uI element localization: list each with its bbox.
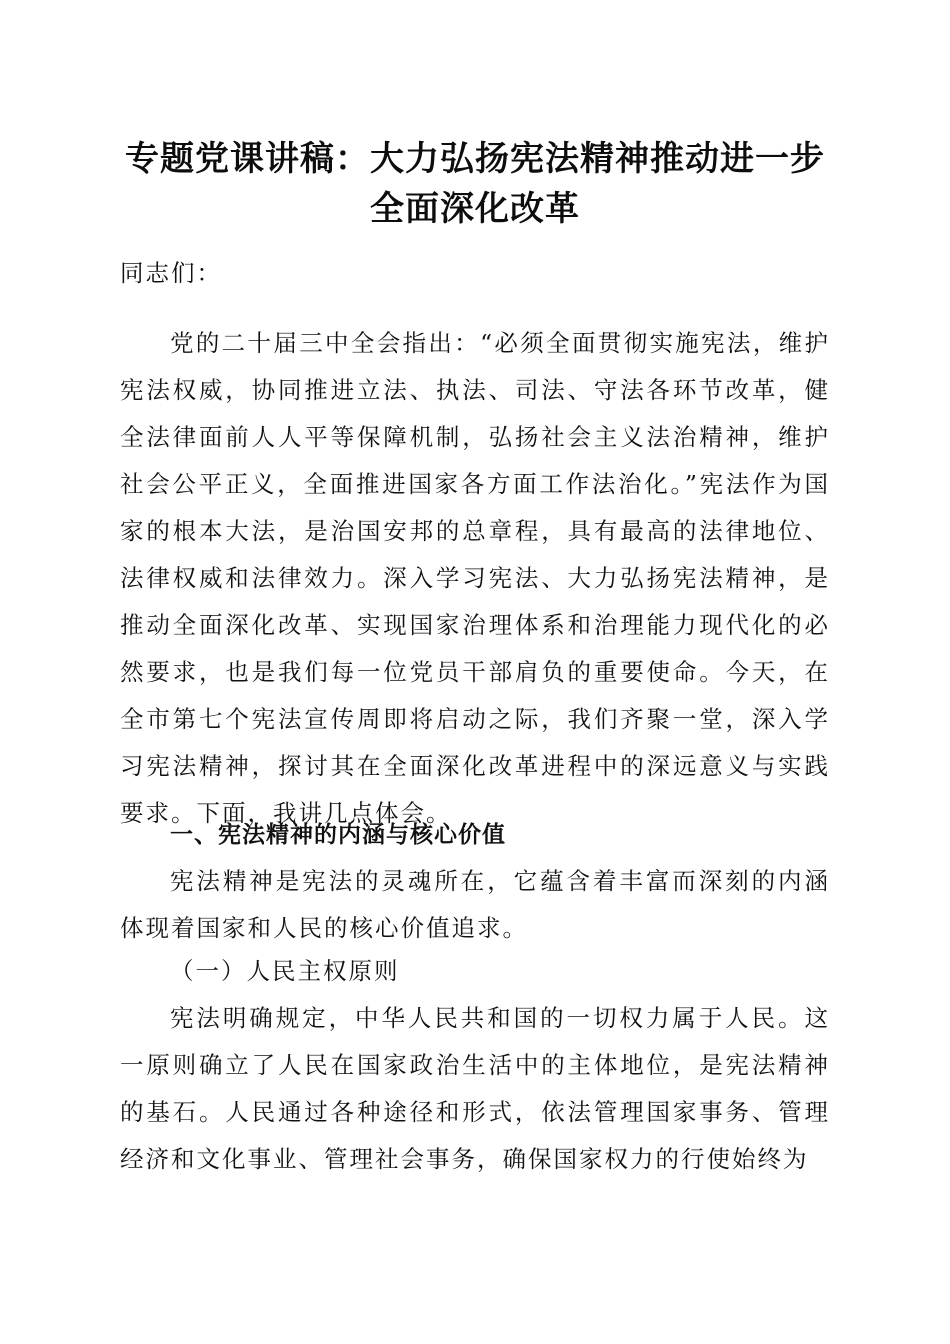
- greeting: 同志们：: [120, 259, 222, 287]
- paragraph-2: 宪法精神是宪法的灵魂所在，它蕴含着丰富而深刻的内涵体现着国家和人民的核心价值追求。: [120, 867, 830, 942]
- document-title: [90, 134, 860, 234]
- paragraph-intro: 党的二十届三中全会指出：“必须全面贯彻实施宪法，维护宪法权威，协同推进立法、执法、司法、守法各环节改革，健全法律面前人人平等保障机制，弘扬社会主义法治精神，维护社会公平正义，全面推进国家各方面工作法治化。”宪法作为国家的根本大法，是治国安邦的总章程，具有最高的法律地位、法律权威和法律效力。深入学习宪法、大力弘扬宪法精神，是推动全面深化改革、实现国家治理体系和治理能力现代化的必然要求，也是我们每一位党员干部肩负的重要使命。今天，在全市第七个宪法宣传周即将启动之际，我们齐聚一堂，深入学习宪法精神，探讨其在全面深化改革进程中的深远意义与实践要求。下面，我讲几点体会。: [120, 329, 830, 827]
- subsection-heading-1: （一）人民主权原则: [170, 957, 400, 985]
- paragraph-3: 宪法明确规定，中华人民共和国的一切权力属于人民。这一原则确立了人民在国家政治生活中的主体地位，是宪法精神的基石。人民通过各种途径和形式，依法管理国家事务、管理经济和文化事业、管理社会事务，确保国家权力的行使始终为: [120, 1004, 830, 1173]
- section-heading-1: 一、宪法精神的内涵与核心价值: [170, 822, 506, 848]
- title-line-1: 专题党课讲稿：大力弘扬宪法精神推动进一步: [125, 139, 825, 179]
- title-line-2: 全面深化改革: [370, 189, 580, 229]
